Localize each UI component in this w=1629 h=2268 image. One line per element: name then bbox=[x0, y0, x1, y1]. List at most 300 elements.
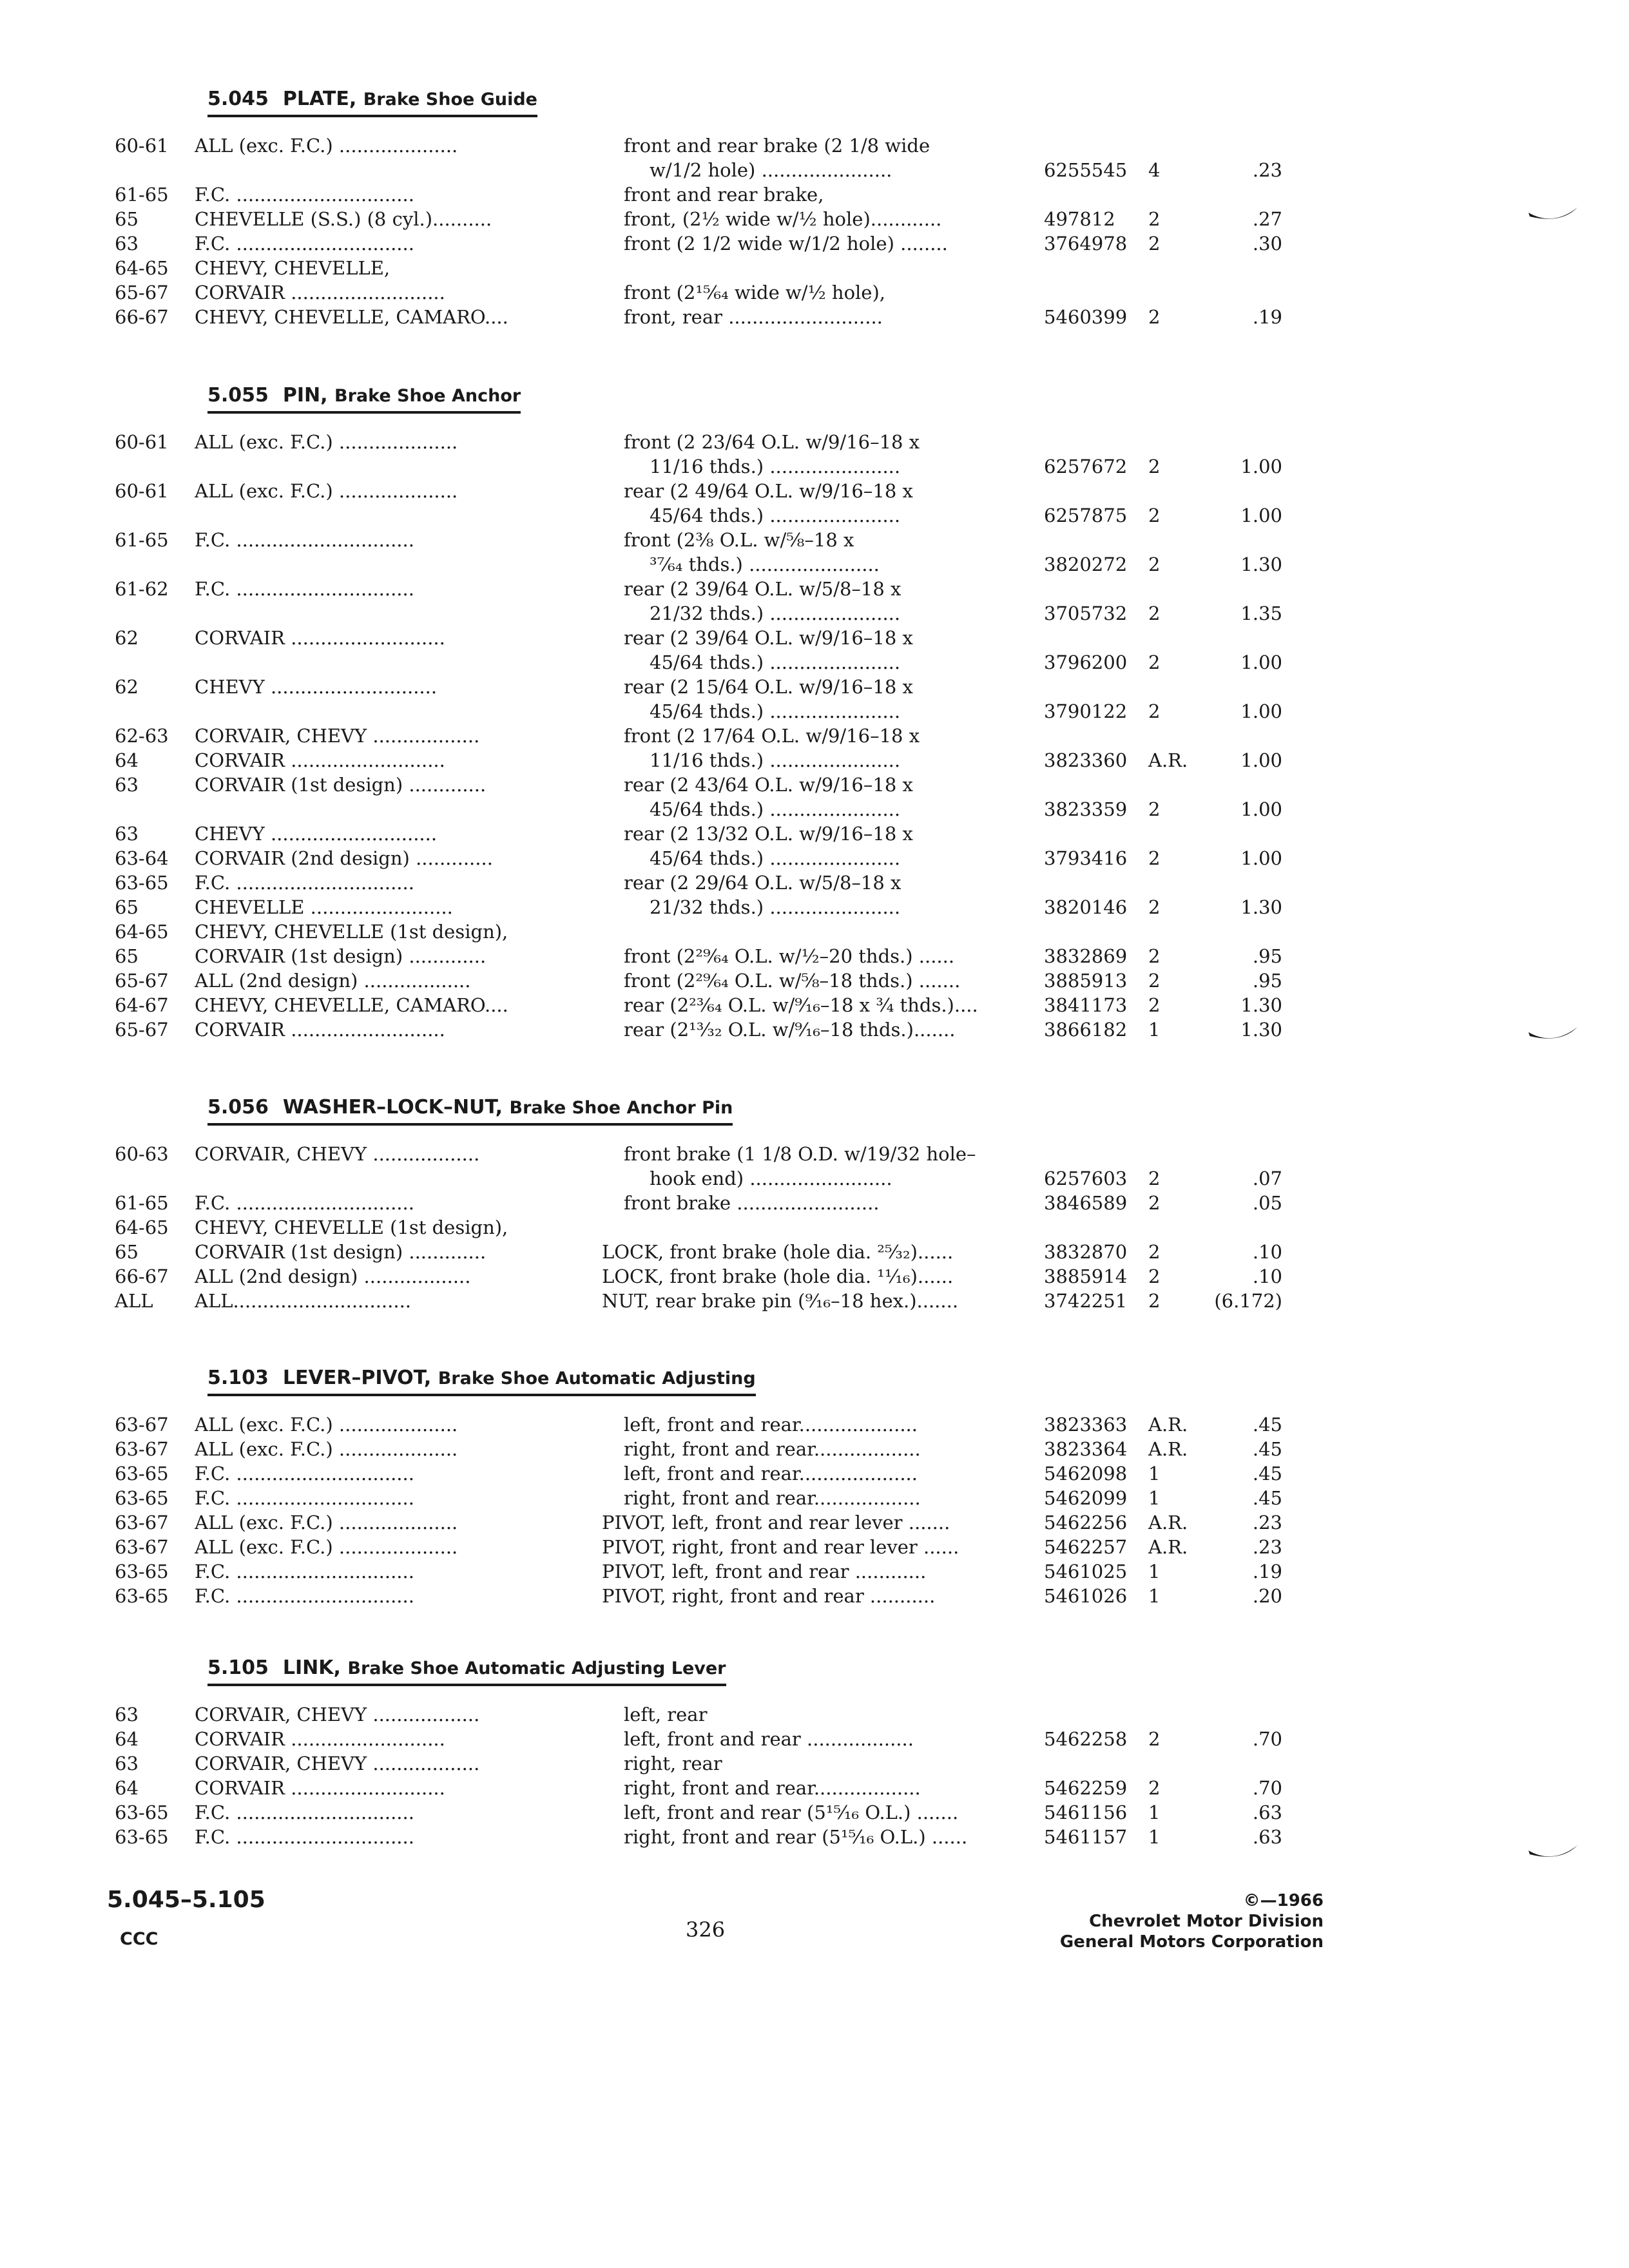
model-year: 63 bbox=[115, 1704, 139, 1725]
model-year: 65 bbox=[115, 945, 139, 967]
quantity: 4 bbox=[1148, 159, 1161, 181]
model-year: 65-67 bbox=[115, 282, 169, 303]
price: 1.30 bbox=[1240, 896, 1282, 918]
model-name: CORVAIR (1st design) ............. bbox=[195, 774, 487, 796]
model-name: CORVAIR (2nd design) ............. bbox=[195, 847, 493, 869]
part-number: 6257603 bbox=[1044, 1168, 1128, 1189]
part-description: left, front and rear.................... bbox=[624, 1463, 918, 1485]
part-description: front, rear .......................... bbox=[624, 306, 883, 328]
part-description: 21/32 thds.) ...................... bbox=[650, 602, 901, 624]
model-year: 63-65 bbox=[115, 1463, 169, 1485]
part-description: rear (2 49/64 O.L. w/9/16–18 x bbox=[624, 480, 913, 502]
price: 1.30 bbox=[1240, 994, 1282, 1016]
table-row bbox=[0, 1264, 1629, 1289]
model-name: CORVAIR, CHEVY .................. bbox=[195, 725, 480, 747]
part-number: 5462259 bbox=[1044, 1777, 1128, 1799]
part-number: 3846589 bbox=[1044, 1192, 1128, 1214]
model-year: 61-65 bbox=[115, 184, 169, 206]
table-row bbox=[0, 724, 1629, 748]
copyright: ©—1966 bbox=[1243, 1891, 1324, 1910]
part-number: 3820146 bbox=[1044, 896, 1128, 918]
part-number: 5462098 bbox=[1044, 1463, 1128, 1485]
part-description: rear (2²³⁄₆₄ O.L. w/⁹⁄₁₆–18 x ¾ thds.).... bbox=[624, 994, 978, 1016]
part-description: rear (2 15/64 O.L. w/9/16–18 x bbox=[624, 676, 913, 698]
part-number: 3832870 bbox=[1044, 1241, 1128, 1263]
model-name: CHEVY ............................ bbox=[195, 823, 438, 845]
part-number: 3823364 bbox=[1044, 1438, 1128, 1460]
table-row bbox=[0, 870, 1629, 895]
part-description: right, front and rear (5¹⁵⁄₁₆ O.L.) ...... bbox=[624, 1826, 968, 1848]
section-title: WASHER–LOCK–NUT, bbox=[282, 1096, 503, 1119]
table-row bbox=[0, 773, 1629, 797]
part-description: left, front and rear.................... bbox=[624, 1414, 918, 1436]
model-name: ALL (exc. F.C.) .................... bbox=[195, 1438, 458, 1460]
price: (6.172) bbox=[1214, 1290, 1282, 1312]
part-description: 11/16 thds.) ...................... bbox=[650, 456, 901, 477]
table-row bbox=[0, 1017, 1629, 1042]
model-year: 60-63 bbox=[115, 1143, 169, 1165]
section-subtitle: Brake Shoe Automatic Adjusting bbox=[438, 1369, 756, 1389]
part-number: 3742251 bbox=[1044, 1290, 1128, 1312]
section-title: LINK, bbox=[282, 1657, 341, 1679]
price: 1.00 bbox=[1240, 847, 1282, 869]
model-year: 63 bbox=[115, 1753, 139, 1774]
model-name: F.C. .............................. bbox=[195, 1487, 414, 1509]
model-year: 61-65 bbox=[115, 1192, 169, 1214]
table-row bbox=[0, 1240, 1629, 1264]
parts-list bbox=[0, 430, 1629, 1042]
part-number: 3832869 bbox=[1044, 945, 1128, 967]
part-description: rear (2 39/64 O.L. w/5/8–18 x bbox=[624, 578, 901, 600]
section-heading bbox=[207, 1366, 756, 1396]
model-year: 65 bbox=[115, 1241, 139, 1263]
part-number: 5461157 bbox=[1044, 1826, 1128, 1848]
model-year: 65 bbox=[115, 208, 139, 230]
table-row bbox=[0, 256, 1629, 280]
price: .10 bbox=[1252, 1265, 1282, 1287]
part-number: 3823363 bbox=[1044, 1414, 1128, 1436]
part-description: front and rear brake (2 1/8 wide bbox=[624, 135, 930, 157]
section-number: 5.105 bbox=[207, 1657, 269, 1679]
quantity: A.R. bbox=[1148, 1512, 1188, 1533]
part-description: NUT, rear brake pin (⁹⁄₁₆–18 hex.)....... bbox=[602, 1290, 959, 1312]
section-number: 5.056 bbox=[207, 1096, 269, 1119]
part-description: PIVOT, right, front and rear ........... bbox=[602, 1585, 936, 1607]
model-name: CORVAIR .......................... bbox=[195, 1777, 445, 1799]
part-description: rear (2 13/32 O.L. w/9/16–18 x bbox=[624, 823, 913, 845]
price: .27 bbox=[1252, 208, 1282, 230]
table-row bbox=[0, 650, 1629, 675]
part-number: 5462257 bbox=[1044, 1536, 1128, 1558]
model-name: ALL (exc. F.C.) .................... bbox=[195, 431, 458, 453]
part-description: right, rear bbox=[624, 1753, 722, 1774]
price: 1.00 bbox=[1240, 749, 1282, 771]
parts-list bbox=[0, 1142, 1629, 1313]
price: .23 bbox=[1252, 1536, 1282, 1558]
catalog-code: CCC bbox=[120, 1929, 159, 1949]
parts-list bbox=[0, 1702, 1629, 1849]
part-description: right, front and rear.................. bbox=[624, 1487, 921, 1509]
table-row bbox=[0, 280, 1629, 305]
model-name: ALL (2nd design) .................. bbox=[195, 970, 471, 992]
table-row bbox=[0, 797, 1629, 822]
model-name: CORVAIR, CHEVY .................. bbox=[195, 1704, 480, 1725]
price: .19 bbox=[1252, 306, 1282, 328]
part-description: 11/16 thds.) ...................... bbox=[650, 749, 901, 771]
model-year: 63-67 bbox=[115, 1512, 169, 1533]
page-range-code: 5.045–5.105 bbox=[107, 1887, 265, 1913]
section-number: 5.045 bbox=[207, 88, 269, 110]
table-row bbox=[0, 601, 1629, 626]
part-description: front and rear brake, bbox=[624, 184, 824, 206]
section-number: 5.103 bbox=[207, 1367, 269, 1389]
model-name: F.C. .............................. bbox=[195, 1561, 414, 1582]
model-year: 63-64 bbox=[115, 847, 169, 869]
part-description: left, front and rear (5¹⁵⁄₁₆ O.L.) ....... bbox=[624, 1802, 959, 1823]
model-name: ALL.............................. bbox=[195, 1290, 412, 1312]
part-number: 6257672 bbox=[1044, 456, 1128, 477]
table-row bbox=[0, 454, 1629, 479]
table-row bbox=[0, 1191, 1629, 1215]
part-number: 6255545 bbox=[1044, 159, 1128, 181]
table-row bbox=[0, 231, 1629, 256]
table-row bbox=[0, 1727, 1629, 1751]
model-name: CORVAIR .......................... bbox=[195, 1019, 445, 1041]
model-year: 64-65 bbox=[115, 257, 169, 279]
model-year: ALL bbox=[115, 1290, 153, 1312]
corporation-name: General Motors Corporation bbox=[1059, 1932, 1324, 1952]
model-year: 65-67 bbox=[115, 1019, 169, 1041]
quantity: 1 bbox=[1148, 1487, 1161, 1509]
model-name: CORVAIR .......................... bbox=[195, 282, 445, 303]
price: .95 bbox=[1252, 970, 1282, 992]
part-description: rear (2¹³⁄₃₂ O.L. w/⁹⁄₁₆–18 thds.)....... bbox=[624, 1019, 956, 1041]
price: .07 bbox=[1252, 1168, 1282, 1189]
table-row bbox=[0, 1412, 1629, 1437]
part-description: left, front and rear .................. bbox=[624, 1728, 914, 1750]
model-name: F.C. .............................. bbox=[195, 1585, 414, 1607]
quantity: 2 bbox=[1148, 1192, 1161, 1214]
model-year: 64-65 bbox=[115, 921, 169, 943]
price: .10 bbox=[1252, 1241, 1282, 1263]
part-description: front, (2½ wide w/½ hole)............ bbox=[624, 208, 942, 230]
table-row bbox=[0, 182, 1629, 207]
table-row bbox=[0, 822, 1629, 846]
model-year: 64 bbox=[115, 1777, 139, 1799]
part-description: hook end) ........................ bbox=[650, 1168, 892, 1189]
part-number: 5462256 bbox=[1044, 1512, 1128, 1533]
section-subtitle: Brake Shoe Automatic Adjusting Lever bbox=[347, 1658, 726, 1678]
section-title: PLATE, bbox=[282, 88, 357, 110]
table-row bbox=[0, 919, 1629, 944]
model-year: 60-61 bbox=[115, 431, 169, 453]
quantity: 2 bbox=[1148, 233, 1161, 255]
table-row bbox=[0, 133, 1629, 158]
part-number: 3823359 bbox=[1044, 798, 1128, 820]
table-row bbox=[0, 158, 1629, 182]
part-description: 45/64 thds.) ...................... bbox=[650, 651, 901, 673]
section-title: PIN, bbox=[282, 384, 328, 407]
model-name: CORVAIR (1st design) ............. bbox=[195, 945, 487, 967]
page-number: 326 bbox=[686, 1917, 726, 1942]
table-row bbox=[0, 207, 1629, 231]
model-name: F.C. .............................. bbox=[195, 1463, 414, 1485]
table-row bbox=[0, 577, 1629, 601]
price: .20 bbox=[1252, 1585, 1282, 1607]
price: .95 bbox=[1252, 945, 1282, 967]
table-row bbox=[0, 1559, 1629, 1584]
price: 1.00 bbox=[1240, 505, 1282, 526]
model-year: 63-65 bbox=[115, 1585, 169, 1607]
model-year: 61-65 bbox=[115, 529, 169, 551]
price: .23 bbox=[1252, 159, 1282, 181]
part-number: 3796200 bbox=[1044, 651, 1128, 673]
quantity: A.R. bbox=[1148, 1536, 1188, 1558]
table-row bbox=[0, 1584, 1629, 1608]
table-row bbox=[0, 1776, 1629, 1800]
publisher-block bbox=[1060, 1890, 1324, 1952]
table-row bbox=[0, 968, 1629, 993]
model-name: CORVAIR .......................... bbox=[195, 749, 445, 771]
part-description: ³⁷⁄₆₄ thds.) ...................... bbox=[650, 553, 880, 575]
part-description: front (2¹⁵⁄₆₄ wide w/½ hole), bbox=[624, 282, 885, 303]
table-row bbox=[0, 1535, 1629, 1559]
table-row bbox=[0, 1215, 1629, 1240]
part-description: front (2 1/2 wide w/1/2 hole) ........ bbox=[624, 233, 948, 255]
quantity: 2 bbox=[1148, 602, 1161, 624]
table-row bbox=[0, 993, 1629, 1017]
model-year: 64 bbox=[115, 749, 139, 771]
model-name: ALL (exc. F.C.) .................... bbox=[195, 1536, 458, 1558]
quantity: A.R. bbox=[1148, 749, 1188, 771]
quantity: 2 bbox=[1148, 456, 1161, 477]
table-row bbox=[0, 503, 1629, 528]
model-year: 62 bbox=[115, 676, 139, 698]
binder-ring-mark-icon bbox=[1527, 1024, 1579, 1048]
model-name: CHEVELLE (S.S.) (8 cyl.).......... bbox=[195, 208, 492, 230]
model-name: CHEVY, CHEVELLE, CAMARO.... bbox=[195, 306, 508, 328]
quantity: 2 bbox=[1148, 306, 1161, 328]
model-name: CHEVY, CHEVELLE, CAMARO.... bbox=[195, 994, 508, 1016]
model-name: CORVAIR .......................... bbox=[195, 627, 445, 649]
quantity: 2 bbox=[1148, 1168, 1161, 1189]
part-number: 3885913 bbox=[1044, 970, 1128, 992]
quantity: 2 bbox=[1148, 945, 1161, 967]
quantity: 2 bbox=[1148, 994, 1161, 1016]
model-year: 60-61 bbox=[115, 135, 169, 157]
quantity: 2 bbox=[1148, 208, 1161, 230]
part-number: 3820272 bbox=[1044, 553, 1128, 575]
price: .45 bbox=[1252, 1487, 1282, 1509]
model-name: CHEVY ............................ bbox=[195, 676, 438, 698]
part-number: 3841173 bbox=[1044, 994, 1128, 1016]
part-description: 45/64 thds.) ...................... bbox=[650, 700, 901, 722]
model-year: 65 bbox=[115, 896, 139, 918]
model-name: F.C. .............................. bbox=[195, 578, 414, 600]
quantity: 2 bbox=[1148, 553, 1161, 575]
model-year: 63-67 bbox=[115, 1414, 169, 1436]
division-name: Chevrolet Motor Division bbox=[1089, 1912, 1324, 1931]
table-row bbox=[0, 895, 1629, 919]
model-year: 63 bbox=[115, 774, 139, 796]
model-name: CORVAIR .......................... bbox=[195, 1728, 445, 1750]
model-name: ALL (exc. F.C.) .................... bbox=[195, 1414, 458, 1436]
part-description: left, rear bbox=[624, 1704, 708, 1725]
part-description: front (2²⁹⁄₆₄ O.L. w/⅝–18 thds.) ....... bbox=[624, 970, 961, 992]
part-description: 45/64 thds.) ...................... bbox=[650, 798, 901, 820]
part-number: 3866182 bbox=[1044, 1019, 1128, 1041]
model-name: F.C. .............................. bbox=[195, 1826, 414, 1848]
model-year: 65-67 bbox=[115, 970, 169, 992]
part-description: PIVOT, left, front and rear ............ bbox=[602, 1561, 927, 1582]
binder-ring-mark-icon bbox=[1527, 1843, 1579, 1866]
table-row bbox=[0, 1486, 1629, 1510]
parts-list bbox=[0, 1412, 1629, 1608]
model-year: 61-62 bbox=[115, 578, 169, 600]
part-number: 3885914 bbox=[1044, 1265, 1128, 1287]
table-row bbox=[0, 1751, 1629, 1776]
table-row bbox=[0, 675, 1629, 699]
model-name: CHEVY, CHEVELLE (1st design), bbox=[195, 921, 508, 943]
model-year: 63-67 bbox=[115, 1438, 169, 1460]
price: .63 bbox=[1252, 1826, 1282, 1848]
model-name: CHEVELLE ........................ bbox=[195, 896, 453, 918]
part-description: 45/64 thds.) ...................... bbox=[650, 847, 901, 869]
section-subtitle: Brake Shoe Guide bbox=[363, 90, 537, 110]
section-heading bbox=[207, 87, 537, 117]
table-row bbox=[0, 626, 1629, 650]
part-description: right, front and rear.................. bbox=[624, 1777, 921, 1799]
model-name: CHEVY, CHEVELLE (1st design), bbox=[195, 1216, 508, 1238]
model-name: F.C. .............................. bbox=[195, 233, 414, 255]
price: 1.00 bbox=[1240, 456, 1282, 477]
price: .63 bbox=[1252, 1802, 1282, 1823]
part-number: 5461156 bbox=[1044, 1802, 1128, 1823]
table-row bbox=[0, 1142, 1629, 1166]
model-year: 63 bbox=[115, 823, 139, 845]
model-name: F.C. .............................. bbox=[195, 1802, 414, 1823]
quantity: A.R. bbox=[1148, 1414, 1188, 1436]
model-year: 64 bbox=[115, 1728, 139, 1750]
quantity: 2 bbox=[1148, 970, 1161, 992]
table-row bbox=[0, 1510, 1629, 1535]
model-year: 62 bbox=[115, 627, 139, 649]
quantity: 2 bbox=[1148, 1265, 1161, 1287]
part-number: 497812 bbox=[1044, 208, 1115, 230]
model-year: 62-63 bbox=[115, 725, 169, 747]
quantity: 1 bbox=[1148, 1463, 1161, 1485]
part-number: 5460399 bbox=[1044, 306, 1128, 328]
price: .19 bbox=[1252, 1561, 1282, 1582]
price: 1.00 bbox=[1240, 651, 1282, 673]
model-name: ALL (exc. F.C.) .................... bbox=[195, 135, 458, 157]
quantity: 2 bbox=[1148, 700, 1161, 722]
model-name: ALL (exc. F.C.) .................... bbox=[195, 1512, 458, 1533]
section-heading bbox=[207, 1656, 726, 1686]
part-description: front brake (1 1/8 O.D. w/19/32 hole– bbox=[624, 1143, 976, 1165]
model-year: 63-65 bbox=[115, 1802, 169, 1823]
table-row bbox=[0, 846, 1629, 870]
price: 1.00 bbox=[1240, 798, 1282, 820]
section-number: 5.055 bbox=[207, 384, 269, 407]
model-name: CORVAIR, CHEVY .................. bbox=[195, 1143, 480, 1165]
model-year: 66-67 bbox=[115, 306, 169, 328]
part-number: 5461025 bbox=[1044, 1561, 1128, 1582]
quantity: 2 bbox=[1148, 505, 1161, 526]
table-row bbox=[0, 1461, 1629, 1486]
model-name: CORVAIR, CHEVY .................. bbox=[195, 1753, 480, 1774]
price: .05 bbox=[1252, 1192, 1282, 1214]
price: .23 bbox=[1252, 1512, 1282, 1533]
part-description: PIVOT, right, front and rear lever ...... bbox=[602, 1536, 959, 1558]
table-row bbox=[0, 1437, 1629, 1461]
price: .70 bbox=[1252, 1777, 1282, 1799]
table-row bbox=[0, 1166, 1629, 1191]
quantity: 1 bbox=[1148, 1019, 1161, 1041]
model-name: F.C. .............................. bbox=[195, 184, 414, 206]
part-number: 3793416 bbox=[1044, 847, 1128, 869]
table-row bbox=[0, 305, 1629, 329]
quantity: 1 bbox=[1148, 1826, 1161, 1848]
model-name: CORVAIR (1st design) ............. bbox=[195, 1241, 487, 1263]
part-description: front (2⅜ O.L. w/⅝–18 x bbox=[624, 529, 854, 551]
part-number: 6257875 bbox=[1044, 505, 1128, 526]
price: 1.30 bbox=[1240, 553, 1282, 575]
table-row bbox=[0, 748, 1629, 773]
quantity: 2 bbox=[1148, 1241, 1161, 1263]
part-number: 3790122 bbox=[1044, 700, 1128, 722]
part-number: 5461026 bbox=[1044, 1585, 1128, 1607]
quantity: 2 bbox=[1148, 847, 1161, 869]
part-description: LOCK, front brake (hole dia. ¹¹⁄₁₆)...... bbox=[602, 1265, 954, 1287]
quantity: A.R. bbox=[1148, 1438, 1188, 1460]
parts-list bbox=[0, 133, 1629, 329]
table-row bbox=[0, 528, 1629, 552]
model-year: 60-61 bbox=[115, 480, 169, 502]
part-number: 5462099 bbox=[1044, 1487, 1128, 1509]
part-number: 5462258 bbox=[1044, 1728, 1128, 1750]
model-name: ALL (2nd design) .................. bbox=[195, 1265, 471, 1287]
part-description: rear (2 43/64 O.L. w/9/16–18 x bbox=[624, 774, 913, 796]
part-description: right, front and rear.................. bbox=[624, 1438, 921, 1460]
quantity: 2 bbox=[1148, 1728, 1161, 1750]
binder-ring-mark-icon bbox=[1527, 205, 1579, 228]
model-name: F.C. .............................. bbox=[195, 872, 414, 894]
table-row bbox=[0, 1825, 1629, 1849]
model-year: 63-65 bbox=[115, 1561, 169, 1582]
part-number: 3764978 bbox=[1044, 233, 1128, 255]
part-description: LOCK, front brake (hole dia. ²⁵⁄₃₂)...... bbox=[602, 1241, 954, 1263]
quantity: 2 bbox=[1148, 1777, 1161, 1799]
model-year: 63-65 bbox=[115, 1826, 169, 1848]
price: .70 bbox=[1252, 1728, 1282, 1750]
quantity: 2 bbox=[1148, 651, 1161, 673]
part-number: 3823360 bbox=[1044, 749, 1128, 771]
model-year: 64-67 bbox=[115, 994, 169, 1016]
price: 1.30 bbox=[1240, 1019, 1282, 1041]
section-subtitle: Brake Shoe Anchor Pin bbox=[509, 1098, 733, 1118]
model-year: 66-67 bbox=[115, 1265, 169, 1287]
price: .45 bbox=[1252, 1414, 1282, 1436]
part-description: front (2 23/64 O.L. w/9/16–18 x bbox=[624, 431, 920, 453]
table-row bbox=[0, 552, 1629, 577]
price: .45 bbox=[1252, 1438, 1282, 1460]
section-title: LEVER–PIVOT, bbox=[282, 1367, 432, 1389]
part-description: front brake ........................ bbox=[624, 1192, 880, 1214]
model-name: F.C. .............................. bbox=[195, 529, 414, 551]
part-description: front (2²⁹⁄₆₄ O.L. w/½–20 thds.) ...... bbox=[624, 945, 955, 967]
quantity: 1 bbox=[1148, 1585, 1161, 1607]
